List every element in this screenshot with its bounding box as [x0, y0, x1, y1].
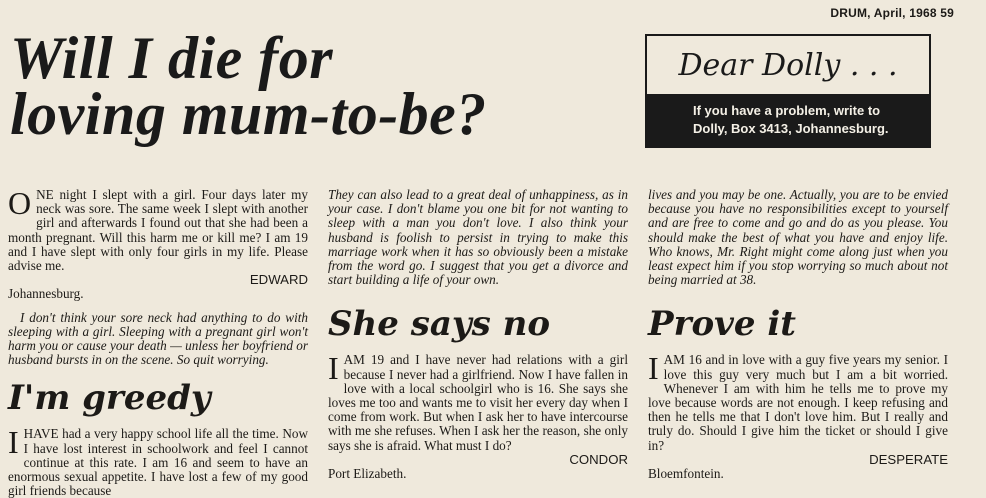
signature-condor: CONDOR — [569, 451, 628, 467]
headline-line-1: Will I die for — [10, 25, 334, 91]
page-header-meta: DRUM, April, 1968 59 — [830, 6, 954, 20]
dear-dolly-box — [645, 34, 931, 148]
signature-desperate: DESPERATE — [869, 451, 948, 467]
letter-text: AM 16 and in love with a guy five years my senior. I love this guy very much but I am a bit worried. Whenever I am with him he tells me to prove my love because words are not enough. I keep refusing and then he tells me that I don't love him. But I really and truly do. Should I give him the ticket or should I give in? — [648, 352, 948, 453]
subhead-she-says-no: She says no — [328, 304, 551, 345]
letter-text: AM 19 and I have never had relations with a girl because I never had a girlfriend. Now I have fallen in love with a local schoolgirl who is 16. She says she loves me too and wants me to visit her every day when I come from work. But when I ask her to have intercourse with me she refuses. When I ask her the reason, she only says she is afraid. What must I do? — [328, 352, 628, 453]
place-johannesburg: Johannesburg. — [8, 286, 84, 302]
letter-edward — [8, 185, 308, 274]
letter-desperate — [648, 350, 948, 453]
letter-greedy — [8, 424, 308, 498]
letter-text: HAVE had a very happy school life all the time. Now I have lost interest in schoolwork and feel I cannot continue at this rate. I am 16 and seem to have an enormous sexual appetite. I have lost a few of my good girl friends because — [8, 426, 308, 498]
drop-cap: O — [8, 185, 32, 221]
headline-line-2: loving mum-to-be? — [10, 81, 487, 147]
dolly-instruction-line-2: Dolly, Box 3413, Johannesburg. — [693, 121, 889, 136]
column-2 — [328, 188, 628, 481]
page-headline — [10, 25, 570, 147]
place-port-elizabeth: Port Elizabeth. — [328, 466, 407, 482]
reply-continued-2: lives and you may be one. Actually, you are to be envied because you have no responsibilities except to yourself and are free to come and go and do as you please. You should make the best of what you have and enjoy life. Who knows, Mr. Right might come along just when you least expect him if you stop worrying so much about not being married at 38. — [648, 187, 948, 288]
signature-edward: EDWARD — [249, 272, 308, 288]
drop-cap: I — [8, 424, 19, 461]
drop-cap: I — [328, 350, 339, 387]
dolly-instruction-line-1: If you have a problem, write to — [693, 103, 881, 118]
letter-condor — [328, 350, 628, 453]
drop-cap: I — [648, 350, 659, 387]
reply-continued: They can also lead to a great deal of unhappiness, as in your case. I don't blame you one bit for not wanting to sleep with a man you don't love. I also think your husband is foolish to persist in trying to make this marriage work when it has so obviously been a mistake from the word go. I suggest that you get a divorce and start building a life of your own. — [328, 187, 628, 288]
column-1 — [8, 185, 308, 498]
letter-text: NE night I slept with a girl. Four days later my neck was sore. The same week I slept with another girl and afterwards I found out that she had been a month pregnant. Will this harm me or kill me? I am 19 and I have slept with only four girls in my life. Please advise me. — [8, 187, 308, 274]
column-3 — [648, 188, 948, 481]
subhead-im-greedy: I'm greedy — [8, 378, 211, 419]
reply-edward: I don't think your sore neck had anything to do with sleeping with a girl. Sleeping with a pregnant girl won't harm you or cause your death — unless her boyfriend or husband bursts in on the scene. So quit worrying. — [8, 309, 308, 368]
place-bloemfontein: Bloemfontein. — [648, 466, 724, 482]
dear-dolly-instructions — [647, 94, 929, 146]
dear-dolly-title: Dear Dolly . . . — [678, 47, 898, 83]
subhead-prove-it: Prove it — [648, 304, 797, 345]
